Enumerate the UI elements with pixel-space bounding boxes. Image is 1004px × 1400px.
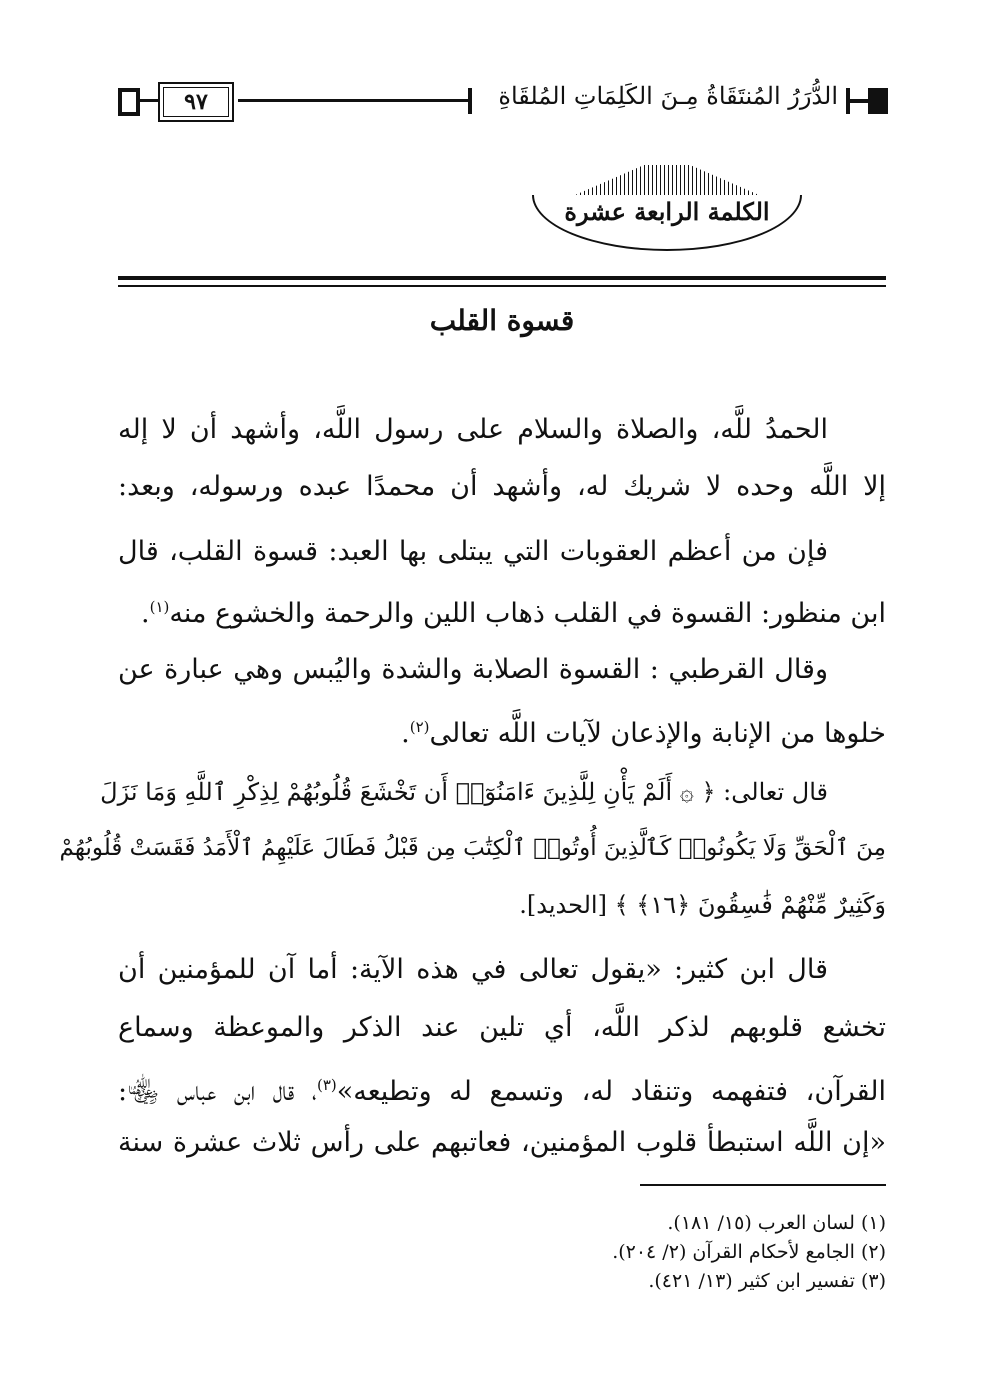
quran-line: وَكَثِيرٌ مِّنْهُمْ فَٰسِقُونَ ﴿١٦﴾ ﴾ [الحديد]. — [519, 891, 886, 919]
line-text: ابن منظور: القسوة في القلب ذهاب اللين والرحمة والخشوع منه — [169, 598, 886, 629]
book-title: الدُّرَرُ المُنتَقَاةُ مِـنَ الكَلِمَاتِ المُلقَاةِ — [498, 82, 838, 110]
rule-thick — [118, 276, 886, 280]
header-square-right — [868, 88, 888, 114]
body-line — [118, 1065, 886, 1112]
chapter-label: الكلمة الرابعة عشرة — [564, 197, 770, 226]
header-rule-right — [850, 99, 868, 103]
body-line: تخشع قلوبهم لذكر اللَّه، أي تلين عند الذكر والموعظة وسماع — [118, 1012, 886, 1043]
header-rule-left — [238, 99, 468, 102]
page-number-frame — [158, 82, 234, 122]
body-line: فإن من أعظم العقوبات التي يبتلى بها العبد: قسوة القلب، قال — [118, 536, 828, 567]
footnote: (٢) الجامع لأحكام القرآن (٢/ ٢٠٤). — [612, 1241, 886, 1263]
body-line: قال ابن كثير: «يقول تعالى في هذه الآية: أما آن للمؤمنين أن — [118, 954, 828, 985]
running-header — [118, 82, 888, 122]
footnote: (٣) تفسير ابن كثير (١٣/ ٤٢١). — [648, 1270, 886, 1292]
body-line: ابن منظور: القسوة في القلب ذهاب اللين والرحمة والخشوع منه$^{(١)}$. — [141, 598, 886, 629]
section-title: قسوة القلب — [429, 304, 575, 337]
header-bar-right — [846, 88, 850, 114]
footnote-ref[interactable]: (١) — [149, 598, 170, 616]
page-number: ٩٧ — [184, 89, 208, 115]
footnote: (١) لسان العرب (١٥/ ١٨١). — [667, 1212, 886, 1234]
quran-line: مِنَ ٱلْحَقِّ وَلَا يَكُونُوا۟ كَٱلَّذِينَ أُوتُوا۟ ٱلْكِتَٰبَ مِن قَبْلُ فَطَالَ عَلَيْهِمُ ٱلْأَمَدُ فَقَسَتْ قُلُوبُهُمْ — [59, 835, 886, 861]
footnote-ref[interactable]: (٣) — [316, 1076, 337, 1094]
body-line: خلوها من الإنابة والإذعان لآيات اللَّه تعالى$^{(٢)}$. — [401, 718, 886, 749]
line-text: خلوها من الإنابة والإذعان لآيات اللَّه تعالى — [429, 718, 886, 749]
body-line: وقال القرطبي : القسوة الصلابة والشدة واليُبس وهي عبارة عن — [118, 654, 828, 685]
chapter-badge — [532, 165, 802, 255]
footnote-ref[interactable]: (٢) — [409, 718, 430, 736]
line-text: ، قال ابن عباس ﵄: — [118, 1076, 317, 1107]
body-line: إلا اللَّه وحده لا شريك له، وأشهد أن محمدًا عبده ورسوله، وبعد: — [118, 471, 886, 502]
rule-thin — [118, 285, 886, 287]
line-text: القرآن، فتفهمه وتنقاد له، وتسمع له وتطيعه» — [336, 1076, 886, 1107]
body-line: «إن اللَّه استبطأ قلوب المؤمنين، فعاتبهم على رأس ثلاث عشرة سنة — [118, 1127, 886, 1158]
header-square-left — [118, 88, 140, 116]
header-bar-mid — [468, 88, 472, 114]
footnote-separator — [640, 1184, 886, 1186]
quran-line: قال تعالى: ﴿ ۞ أَلَمْ يَأْنِ لِلَّذِينَ ءَامَنُوٓا۟ أَن تَخْشَعَ قُلُوبُهُمْ لِذِكْرِ ٱللَّهِ وَمَا نَزَلَ — [100, 778, 828, 806]
body-line: الحمدُ للَّه، والصلاة والسلام على رسول اللَّه، وأشهد أن لا إله — [118, 414, 828, 445]
